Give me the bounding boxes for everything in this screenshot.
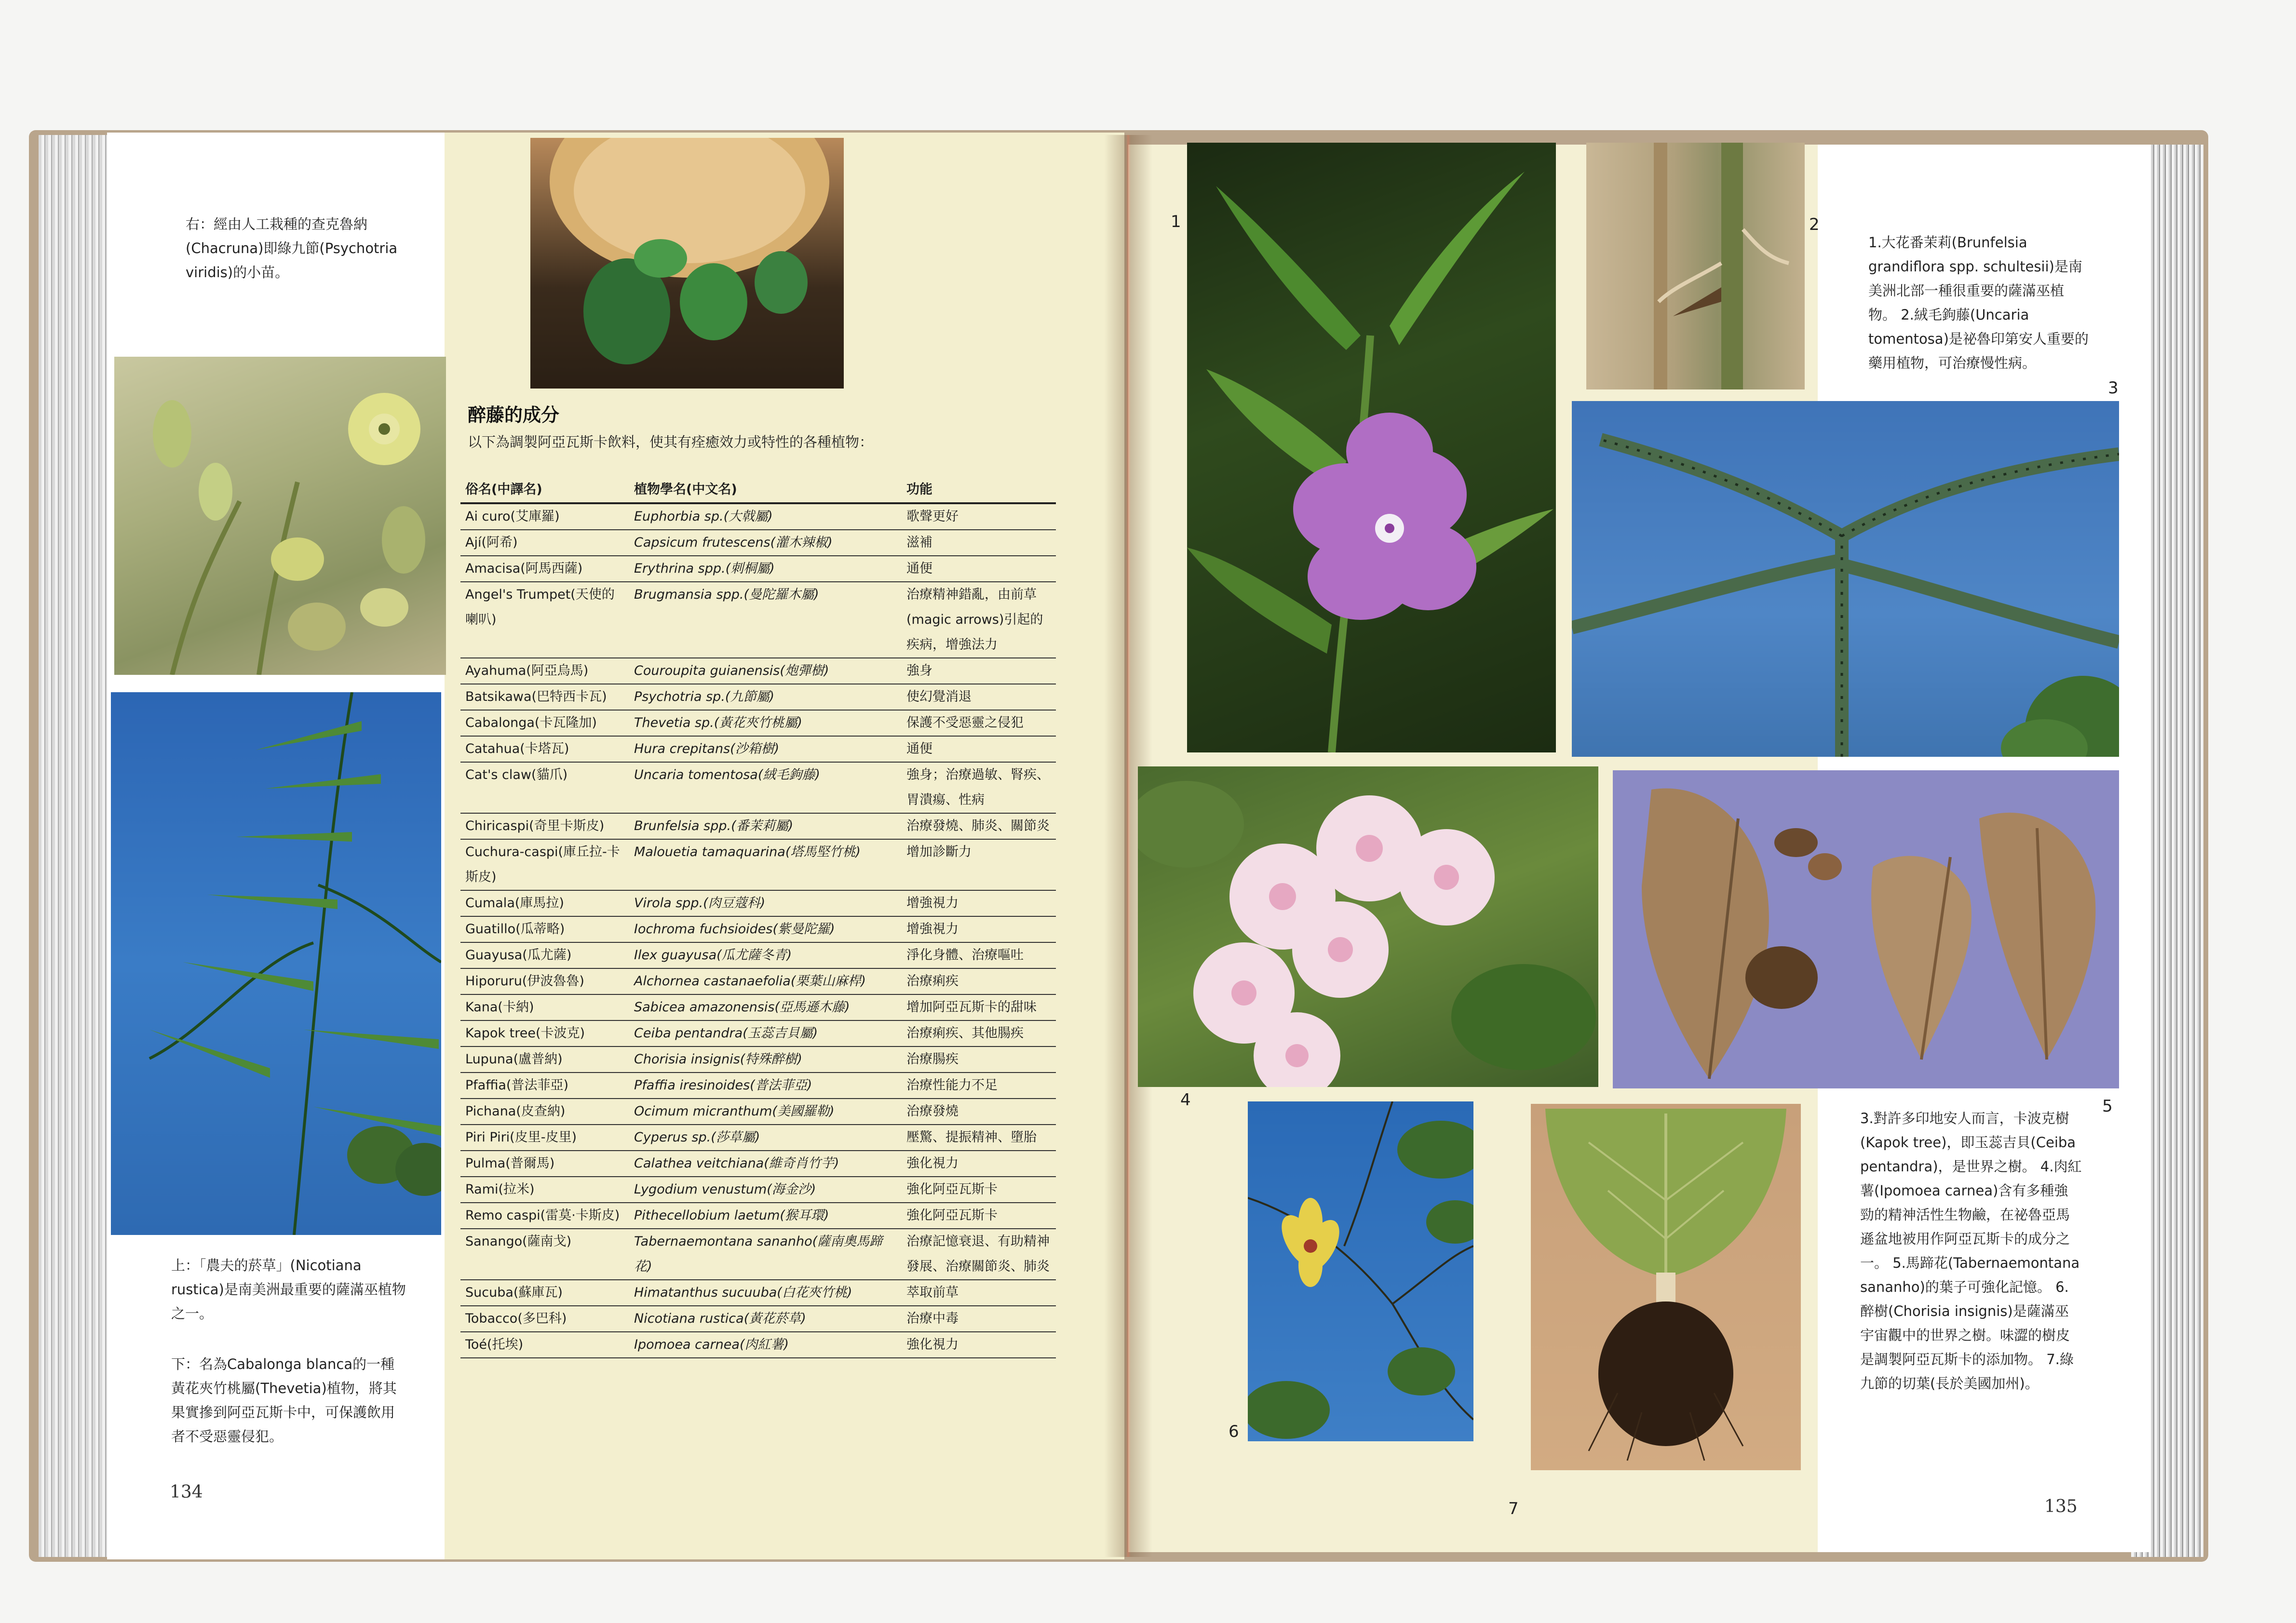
table-row bbox=[460, 942, 1056, 968]
cell-botanical: Hura crepitans(沙箱樹) bbox=[629, 736, 902, 762]
photo-cabalonga-blanca bbox=[111, 692, 441, 1235]
cell-function: 治療痢疾 bbox=[902, 968, 1056, 994]
cell-function: 治療記憶衰退、有助精神發展、治療關節炎、肺炎 bbox=[902, 1229, 1056, 1280]
table-row bbox=[460, 1020, 1056, 1046]
table-row bbox=[460, 1125, 1056, 1151]
cell-function: 增加阿亞瓦斯卡的甜味 bbox=[902, 994, 1056, 1020]
cell-function: 強化視力 bbox=[902, 1332, 1056, 1358]
cell-common: Pfaffia(普法菲亞) bbox=[460, 1073, 629, 1099]
cell-botanical: Erythrina spp.(刺桐屬) bbox=[629, 556, 902, 582]
ingredient-table bbox=[460, 477, 1056, 1358]
cell-common: Sanango(薩南戈) bbox=[460, 1229, 629, 1280]
cell-function: 強身；治療過敏、腎疾、胃潰瘍、性病 bbox=[902, 762, 1056, 813]
table-row bbox=[460, 1046, 1056, 1073]
table-row bbox=[460, 1073, 1056, 1099]
cell-function: 淨化身體、治療嘔吐 bbox=[902, 942, 1056, 968]
photo-7-psychotria-cutting bbox=[1531, 1104, 1801, 1470]
fig-label-4: 4 bbox=[1180, 1090, 1191, 1110]
cell-function: 強化阿亞瓦斯卡 bbox=[902, 1177, 1056, 1203]
cell-function: 強化視力 bbox=[902, 1151, 1056, 1177]
cell-botanical: Calathea veitchiana(維奇肖竹芋) bbox=[629, 1151, 902, 1177]
cell-function: 治療中毒 bbox=[902, 1306, 1056, 1332]
fig-label-5: 5 bbox=[2102, 1097, 2113, 1116]
table-row bbox=[460, 916, 1056, 942]
fig-label-3: 3 bbox=[2108, 378, 2119, 398]
cell-common: Chiricaspi(奇里卡斯皮) bbox=[460, 813, 629, 839]
cell-common: Sucuba(蘇庫瓦) bbox=[460, 1280, 629, 1306]
cell-function: 治療痢疾、其他腸疾 bbox=[902, 1020, 1056, 1046]
cell-function: 治療腸疾 bbox=[902, 1046, 1056, 1073]
cell-function: 壓驚、提振精神、墮胎 bbox=[902, 1125, 1056, 1151]
cell-function: 治療性能力不足 bbox=[902, 1073, 1056, 1099]
cell-botanical: Euphorbia sp.(大戟屬) bbox=[629, 503, 902, 530]
cell-common: Guayusa(瓜尤薩) bbox=[460, 942, 629, 968]
cell-function: 使幻覺消退 bbox=[902, 684, 1056, 710]
cell-common: Piri Piri(皮里-皮里) bbox=[460, 1125, 629, 1151]
cell-function: 通便 bbox=[902, 736, 1056, 762]
cell-function: 歌聲更好 bbox=[902, 503, 1056, 530]
table-row bbox=[460, 1151, 1056, 1177]
cell-common: Lupuna(盧普納) bbox=[460, 1046, 629, 1073]
header-function: 功能 bbox=[902, 477, 1056, 503]
table-row bbox=[460, 762, 1056, 813]
table-row bbox=[460, 813, 1056, 839]
cell-botanical: Pfaffia iresinoides(普法菲亞) bbox=[629, 1073, 902, 1099]
cell-botanical: Chorisia insignis(特殊醉樹) bbox=[629, 1046, 902, 1073]
cell-common: Toé(托埃) bbox=[460, 1332, 629, 1358]
cell-common: Rami(拉米) bbox=[460, 1177, 629, 1203]
cell-common: Guatillo(瓜蒂略) bbox=[460, 916, 629, 942]
cell-function: 增強視力 bbox=[902, 916, 1056, 942]
cell-botanical: Iochroma fuchsioides(紫曼陀羅) bbox=[629, 916, 902, 942]
cell-common: Cumala(庫馬拉) bbox=[460, 890, 629, 916]
cell-common: Hiporuru(伊波魯魯) bbox=[460, 968, 629, 994]
cell-botanical: Ilex guayusa(瓜尤薩冬青) bbox=[629, 942, 902, 968]
table-row bbox=[460, 839, 1056, 890]
cell-botanical: Ipomoea carnea(肉紅薯) bbox=[629, 1332, 902, 1358]
table-row bbox=[460, 1229, 1056, 1280]
caption-cabalonga: 下：名為Cabalonga blanca的一種黃花夾竹桃屬(Thevetia)植物，將其果實摻到阿亞瓦斯卡中，可保護飲用者不受惡靈侵犯。 bbox=[171, 1356, 397, 1445]
cell-common: Tobacco(多巴科) bbox=[460, 1306, 629, 1332]
cell-common: Catahua(卡塔瓦) bbox=[460, 736, 629, 762]
section-title: 醉藤的成分 bbox=[468, 404, 560, 426]
cell-function: 萃取前草 bbox=[902, 1280, 1056, 1306]
cell-botanical: Thevetia sp.(黃花夾竹桃屬) bbox=[629, 710, 902, 736]
cell-botanical: Brugmansia spp.(曼陀羅木屬) bbox=[629, 582, 902, 658]
cell-botanical: Lygodium venustum(海金沙) bbox=[629, 1177, 902, 1203]
cell-botanical: Sabicea amazonensis(亞馬遜木藤) bbox=[629, 994, 902, 1020]
cell-common: Remo caspi(雷莫·卡斯皮) bbox=[460, 1203, 629, 1229]
fig-label-7: 7 bbox=[1508, 1499, 1519, 1518]
fig-label-1: 1 bbox=[1171, 212, 1181, 231]
cell-botanical: Nicotiana rustica(黃花菸草) bbox=[629, 1306, 902, 1332]
cell-function: 通便 bbox=[902, 556, 1056, 582]
cell-botanical: Tabernaemontana sananho(薩南奧馬蹄花) bbox=[629, 1229, 902, 1280]
caption-plants-3-7: 3.對許多印地安人而言，卡波克樹(Kapok tree)，即玉蕊吉貝(Ceiba pentandra)，是世界之樹。 4.肉紅薯(Ipomoea carnea)含有多種強勁的精神活性生物鹼，在祕魯亞馬遜盆地被用作阿亞瓦斯卡的成分之一。 5.馬蹄花(Tabernaemontana sananho)的葉子可強化記憶。 6.醉樹(Chorisia insignis)是薩滿巫宇宙觀中的世界之樹。味澀的樹皮是調製阿亞瓦斯卡的添加物。 7.綠九節的切葉(長於美國加州)。 bbox=[1860, 1110, 2082, 1392]
cell-botanical: Himatanthus sucuuba(白花夾竹桃) bbox=[629, 1280, 902, 1306]
table-row bbox=[460, 890, 1056, 916]
table-row bbox=[460, 736, 1056, 762]
cell-function: 強身 bbox=[902, 658, 1056, 684]
cell-botanical: Virola spp.(肉豆蔻科) bbox=[629, 890, 902, 916]
cell-function: 保護不受惡靈之侵犯 bbox=[902, 710, 1056, 736]
cell-function: 治療精神錯亂，由前草(magic arrows)引起的疾病，增強法力 bbox=[902, 582, 1056, 658]
table-row bbox=[460, 582, 1056, 658]
page-number-left: 134 bbox=[170, 1482, 203, 1502]
cell-common: Ayahuma(阿亞烏馬) bbox=[460, 658, 629, 684]
header-common-name: 俗名(中譯名) bbox=[460, 477, 629, 503]
table-row bbox=[460, 1099, 1056, 1125]
cell-botanical: Ceiba pentandra(玉蕊吉貝屬) bbox=[629, 1020, 902, 1046]
section-intro: 以下為調製阿亞瓦斯卡飲料，使其有痊癒效力或特性的各種植物： bbox=[468, 434, 874, 450]
cell-function: 增強視力 bbox=[902, 890, 1056, 916]
cell-common: Pulma(普爾馬) bbox=[460, 1151, 629, 1177]
fig-label-2: 2 bbox=[1809, 215, 1820, 234]
page-number-right: 135 bbox=[2044, 1497, 2078, 1516]
cell-botanical: Alchornea castanaefolia(栗葉山麻桿) bbox=[629, 968, 902, 994]
photo-4-ipomoea bbox=[1138, 766, 1598, 1087]
table-row bbox=[460, 503, 1056, 530]
table-row bbox=[460, 968, 1056, 994]
table-row bbox=[460, 1306, 1056, 1332]
table-row bbox=[460, 658, 1056, 684]
table-row bbox=[460, 530, 1056, 556]
cell-common: Angel's Trumpet(天使的喇叭) bbox=[460, 582, 629, 658]
photo-nicotiana-rustica bbox=[114, 357, 446, 675]
caption-nicotiana: 上：「農夫的菸草」(Nicotiana rustica)是南美洲最重要的薩滿巫植物之一。 bbox=[171, 1257, 406, 1322]
photo-6-chorisia bbox=[1248, 1101, 1473, 1441]
cell-botanical: Brunfelsia spp.(番茉莉屬) bbox=[629, 813, 902, 839]
cell-botanical: Uncaria tomentosa(絨毛鉤藤) bbox=[629, 762, 902, 813]
table-row bbox=[460, 1280, 1056, 1306]
cell-common: Cat's claw(貓爪) bbox=[460, 762, 629, 813]
photo-2-uncaria bbox=[1586, 143, 1805, 389]
table-row bbox=[460, 710, 1056, 736]
cell-botanical: Capsicum frutescens(灌木辣椒) bbox=[629, 530, 902, 556]
table-row bbox=[460, 684, 1056, 710]
cell-common: Ají(阿希) bbox=[460, 530, 629, 556]
cell-botanical: Pithecellobium laetum(猴耳環) bbox=[629, 1203, 902, 1229]
fig-label-6: 6 bbox=[1229, 1422, 1239, 1441]
left-page-edges bbox=[39, 135, 116, 1557]
cell-function: 滋補 bbox=[902, 530, 1056, 556]
cell-function: 治療發燒 bbox=[902, 1099, 1056, 1125]
caption-chacruna: 右：經由人工栽種的查克魯納(Chacruna)即綠九節(Psychotria viridis)的小苗。 bbox=[186, 216, 398, 281]
cell-botanical: Couroupita guianensis(炮彈樹) bbox=[629, 658, 902, 684]
cell-botanical: Psychotria sp.(九節屬) bbox=[629, 684, 902, 710]
cell-common: Batsikawa(巴特西卡瓦) bbox=[460, 684, 629, 710]
photo-chacruna-seedling bbox=[530, 138, 844, 389]
cell-function: 強化阿亞瓦斯卡 bbox=[902, 1203, 1056, 1229]
cell-function: 增加診斷力 bbox=[902, 839, 1056, 890]
cell-common: Cabalonga(卡瓦隆加) bbox=[460, 710, 629, 736]
table-row bbox=[460, 1203, 1056, 1229]
cell-common: Pichana(皮查納) bbox=[460, 1099, 629, 1125]
cell-function: 治療發燒、肺炎、關節炎 bbox=[902, 813, 1056, 839]
caption-plants-1-2: 1.大花番茉莉(Brunfelsia grandiflora spp. schultesii)是南美洲北部一種很重要的薩滿巫植物。 2.絨毛鉤藤(Uncaria tomentosa)是祕魯印第安人重要的藥用植物，可治療慢性病。 bbox=[1868, 234, 2089, 371]
photo-3-kapok-tree bbox=[1572, 401, 2119, 757]
cell-common: Kapok tree(卡波克) bbox=[460, 1020, 629, 1046]
header-botanical-name: 植物學名(中文名) bbox=[629, 477, 902, 503]
cell-common: Cuchura-caspi(庫丘拉-卡斯皮) bbox=[460, 839, 629, 890]
cell-common: Ai curo(艾庫羅) bbox=[460, 503, 629, 530]
table-row bbox=[460, 556, 1056, 582]
cell-botanical: Ocimum micranthum(美國羅勒) bbox=[629, 1099, 902, 1125]
cell-botanical: Malouetia tamaquarina(塔馬堅竹桃) bbox=[629, 839, 902, 890]
table-row bbox=[460, 1332, 1056, 1358]
cell-common: Amacisa(阿馬西薩) bbox=[460, 556, 629, 582]
table-row bbox=[460, 994, 1056, 1020]
photo-1-brunfelsia bbox=[1187, 143, 1556, 752]
table-row bbox=[460, 1177, 1056, 1203]
photo-5-tabernaemontana bbox=[1613, 770, 2119, 1088]
cell-botanical: Cyperus sp.(莎草屬) bbox=[629, 1125, 902, 1151]
cell-common: Kana(卡納) bbox=[460, 994, 629, 1020]
